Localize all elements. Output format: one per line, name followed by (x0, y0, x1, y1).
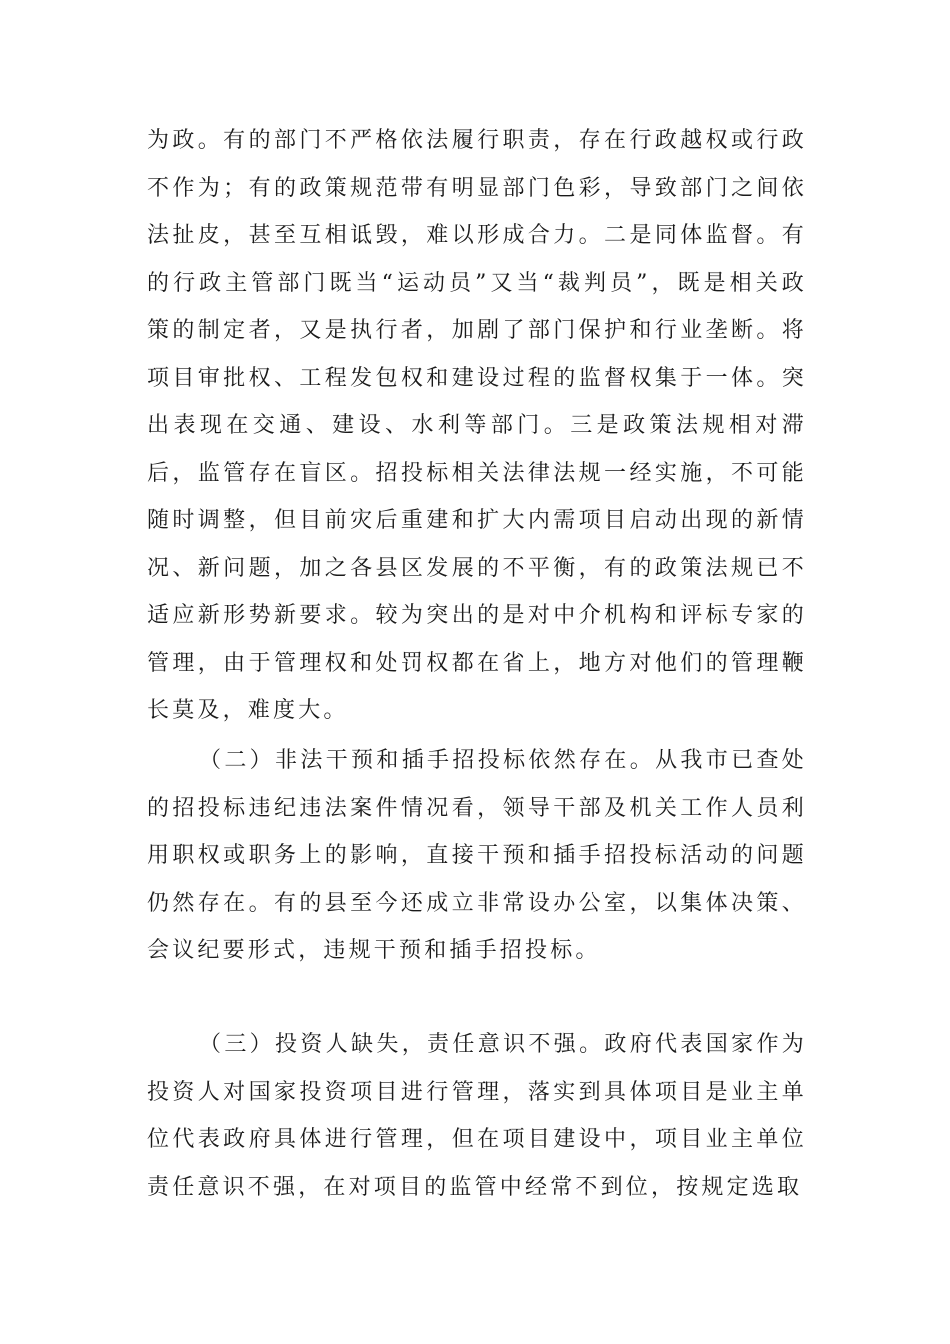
body-paragraph-1: 为政。有的部门不严格依法履行职责，存在行政越权或行政不作为；有的政策规范带有明显部门色彩，导致部门之间依法扯皮，甚至互相诋毁，难以形成合力。二是同体监督。有的行政主管部门既当“运动员”又当“裁判员”，既是相关政策的制定者，又是执行者，加剧了部门保护和行业垄断。将项目审批权、工程发包权和建设过程的监督权集于一体。突出表现在交通、建设、水利等部门。三是政策法规相对滞后，监管存在盲区。招投标相关法律法规一经实施，不可能随时调整，但目前灾后重建和扩大内需项目启动出现的新情况、新问题，加之各县区发展的不平衡，有的政策法规已不适应新形势新要求。较为突出的是对中介机构和评标专家的管理，由于管理权和处罚权都在省上，地方对他们的管理鞭长莫及，难度大。 (147, 128, 807, 723)
body-paragraph-2: （二）非法干预和插手招投标依然存在。从我市已查处的招投标违纪违法案件情况看，领导干部及机关工作人员利用职权或职务上的影响，直接干预和插手招投标活动的问题仍然存在。有的县至今还成立非常设办公室，以集体决策、会议纪要形式，违规干预和插手招投标。 (147, 748, 807, 963)
body-paragraph-3: （三）投资人缺失，责任意识不强。政府代表国家作为投资人对国家投资项目进行管理，落实到具体项目是业主单位代表政府具体进行管理，但在项目建设中，项目业主单位责任意识不强，在对项目的监管中经常不到位，按规定选取 (147, 1032, 807, 1200)
